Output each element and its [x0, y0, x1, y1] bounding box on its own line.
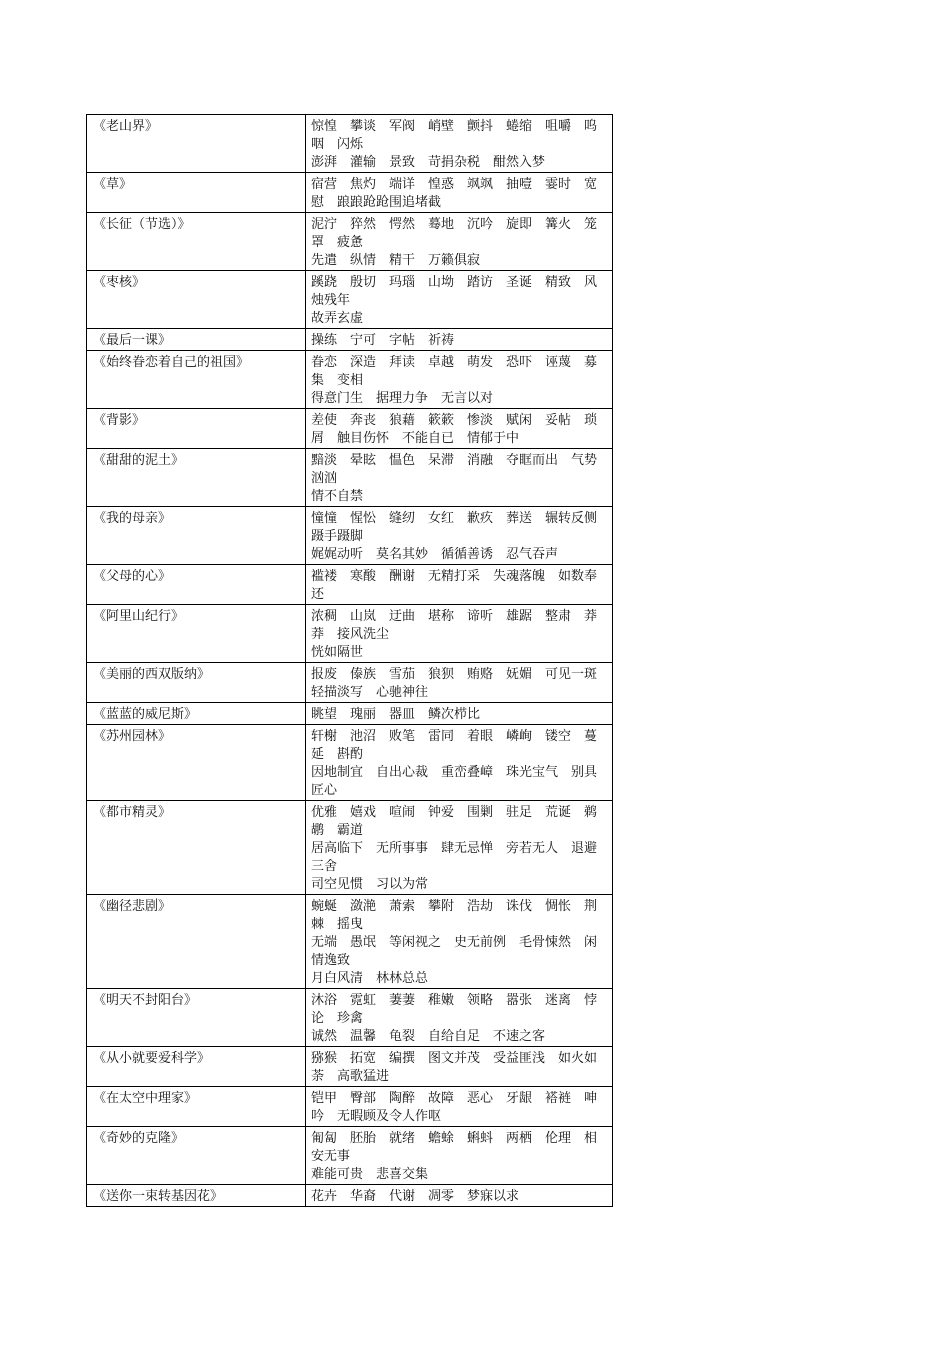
vocabulary-line: 宿营 焦灼 端详 惶惑 飒飒 抽噎 霎时 宽慰 踉踉跄跄围追堵截	[311, 177, 598, 210]
vocabulary-line: 猕猴 拓宽 编撰 图文并茂 受益匪浅 如火如荼 高歌猛进	[311, 1051, 598, 1084]
table-row	[87, 1087, 613, 1127]
lesson-title: 《老山界》	[87, 115, 306, 173]
vocabulary-cell	[306, 1087, 613, 1127]
vocabulary-line: 浓稠 山岚 迂曲 堪称 谛听 雄踞 整肃 莽莽 接风洗尘	[311, 609, 598, 642]
vocabulary-line: 匍匐 胚胎 就绪 蟾蜍 蝌蚪 两栖 伦理 相安无事	[311, 1131, 598, 1164]
table-row	[87, 449, 613, 507]
vocabulary-line: 黯淡 晕眩 愠色 呆滞 消融 夺眶而出 气势汹汹	[311, 453, 598, 486]
vocabulary-cell	[306, 895, 613, 989]
vocabulary-cell	[306, 1127, 613, 1185]
vocabulary-cell	[306, 173, 613, 213]
vocabulary-cell	[306, 351, 613, 409]
vocabulary-line: 优雅 嬉戏 喧闹 钟爱 围剿 驻足 荒诞 鹈鹕 霸道	[311, 805, 598, 838]
lesson-title: 《枣核》	[87, 271, 306, 329]
table-row	[87, 1127, 613, 1185]
vocabulary-cell	[306, 449, 613, 507]
vocabulary-cell	[306, 115, 613, 173]
vocabulary-line: 月白风清 林林总总	[311, 971, 429, 986]
vocabulary-line: 花卉 华裔 代谢 凋零 梦寐以求	[311, 1189, 520, 1204]
vocabulary-line: 得意门生 据理力争 无言以对	[311, 391, 494, 406]
lesson-title: 《苏州园林》	[87, 725, 306, 801]
lesson-title: 《奇妙的克隆》	[87, 1127, 306, 1185]
vocabulary-table	[86, 114, 613, 1207]
vocabulary-line: 轩榭 池沼 败笔 雷同 着眼 嶙峋 镂空 蔓延 斟酌	[311, 729, 598, 762]
table-row	[87, 351, 613, 409]
lesson-title: 《美丽的西双版纳》	[87, 663, 306, 703]
vocabulary-line: 褴褛 寒酸 酬谢 无精打采 失魂落魄 如数奉还	[311, 569, 598, 602]
table-row	[87, 507, 613, 565]
vocabulary-line: 司空见惯 习以为常	[311, 877, 429, 892]
table-row	[87, 605, 613, 663]
lesson-title: 《都市精灵》	[87, 801, 306, 895]
vocabulary-cell	[306, 409, 613, 449]
vocabulary-cell	[306, 725, 613, 801]
lesson-title: 《背影》	[87, 409, 306, 449]
vocabulary-line: 蜿蜒 潋滟 萧索 攀附 浩劫 诛伐 惆怅 荆棘 摇曳	[311, 899, 598, 932]
table-row	[87, 213, 613, 271]
vocabulary-table-body	[87, 115, 613, 1207]
vocabulary-line: 诚然 温馨 龟裂 自给自足 不速之客	[311, 1029, 546, 1044]
table-row	[87, 801, 613, 895]
lesson-title: 《草》	[87, 173, 306, 213]
lesson-title: 《在太空中理家》	[87, 1087, 306, 1127]
vocabulary-line: 操练 宁可 字帖 祈祷	[311, 333, 455, 348]
vocabulary-line: 眷恋 深造 拜读 卓越 萌发 恐吓 诬蔑 募集 变相	[311, 355, 598, 388]
vocabulary-cell	[306, 271, 613, 329]
lesson-title: 《父母的心》	[87, 565, 306, 605]
vocabulary-line: 居高临下 无所事事 肆无忌惮 旁若无人 退避三舍	[311, 841, 598, 874]
vocabulary-line: 因地制宜 自出心裁 重峦叠嶂 珠光宝气 别具匠心	[311, 765, 598, 798]
table-row	[87, 271, 613, 329]
vocabulary-line: 沐浴 霓虹 萋萋 稚嫩 领略 嚣张 迷离 悖论 珍禽	[311, 993, 598, 1026]
lesson-title: 《始终眷恋着自己的祖国》	[87, 351, 306, 409]
vocabulary-line: 故弄玄虚	[311, 311, 364, 326]
lesson-title: 《明天不封阳台》	[87, 989, 306, 1047]
vocabulary-cell	[306, 213, 613, 271]
lesson-title: 《长征（节选）》	[87, 213, 306, 271]
vocabulary-line: 泥泞 猝然 愕然 蓦地 沉吟 旋即 篝火 笼罩 疲惫	[311, 217, 598, 250]
lesson-title: 《幽径悲剧》	[87, 895, 306, 989]
vocabulary-line: 娓娓动听 莫名其妙 循循善诱 忍气吞声	[311, 547, 559, 562]
table-row	[87, 1047, 613, 1087]
vocabulary-line: 难能可贵 悲喜交集	[311, 1167, 429, 1182]
vocabulary-cell	[306, 1185, 613, 1207]
table-row	[87, 173, 613, 213]
table-row	[87, 329, 613, 351]
vocabulary-cell	[306, 329, 613, 351]
lesson-title: 《最后一课》	[87, 329, 306, 351]
lesson-title: 《甜甜的泥土》	[87, 449, 306, 507]
lesson-title: 《我的母亲》	[87, 507, 306, 565]
vocabulary-line: 差使 奔丧 狼藉 簌簌 惨淡 赋闲 妥帖 琐屑 触目伤怀 不能自已 情郁于中	[311, 413, 598, 446]
vocabulary-cell	[306, 507, 613, 565]
table-row	[87, 565, 613, 605]
vocabulary-line: 惊惶 攀谈 军阀 峭壁 颤抖 蜷缩 咀嚼 呜咽 闪烁	[311, 119, 598, 152]
vocabulary-cell	[306, 801, 613, 895]
table-row	[87, 895, 613, 989]
vocabulary-line: 报废 傣族 雪茄 狼狈 贿赂 妩媚 可见一斑 轻描淡写 心驰神往	[311, 667, 611, 700]
vocabulary-line: 恍如隔世	[311, 645, 364, 660]
vocabulary-cell	[306, 605, 613, 663]
vocabulary-cell	[306, 989, 613, 1047]
table-row	[87, 703, 613, 725]
vocabulary-line: 眺望 瑰丽 器皿 鳞次栉比	[311, 707, 481, 722]
table-row	[87, 1185, 613, 1207]
lesson-title: 《从小就要爱科学》	[87, 1047, 306, 1087]
table-row	[87, 989, 613, 1047]
vocabulary-line: 憧憧 惺忪 缝纫 女红 歉疚 葬送 辗转反侧 蹑手蹑脚	[311, 511, 611, 544]
vocabulary-line: 澎湃 灌输 景致 苛捐杂税 酣然入梦	[311, 155, 546, 170]
lesson-title: 《阿里山纪行》	[87, 605, 306, 663]
vocabulary-cell	[306, 703, 613, 725]
lesson-title: 《蓝蓝的威尼斯》	[87, 703, 306, 725]
lesson-title: 《送你一束转基因花》	[87, 1185, 306, 1207]
vocabulary-line: 蹊跷 殷切 玛瑙 山坳 踏访 圣诞 精致 风烛残年	[311, 275, 598, 308]
table-row	[87, 725, 613, 801]
vocabulary-line: 无端 愚氓 等闲视之 史无前例 毛骨悚然 闲情逸致	[311, 935, 598, 968]
vocabulary-line: 铠甲 臀部 陶醉 故障 恶心 牙龈 褡裢 呻吟 无暇顾及令人作呕	[311, 1091, 598, 1124]
table-row	[87, 115, 613, 173]
table-row	[87, 663, 613, 703]
vocabulary-cell	[306, 565, 613, 605]
vocabulary-cell	[306, 663, 613, 703]
vocabulary-line: 先遣 纵情 精干 万籁俱寂	[311, 253, 481, 268]
table-row	[87, 409, 613, 449]
vocabulary-line: 情不自禁	[311, 489, 364, 504]
vocabulary-document	[86, 114, 609, 1207]
vocabulary-cell	[306, 1047, 613, 1087]
